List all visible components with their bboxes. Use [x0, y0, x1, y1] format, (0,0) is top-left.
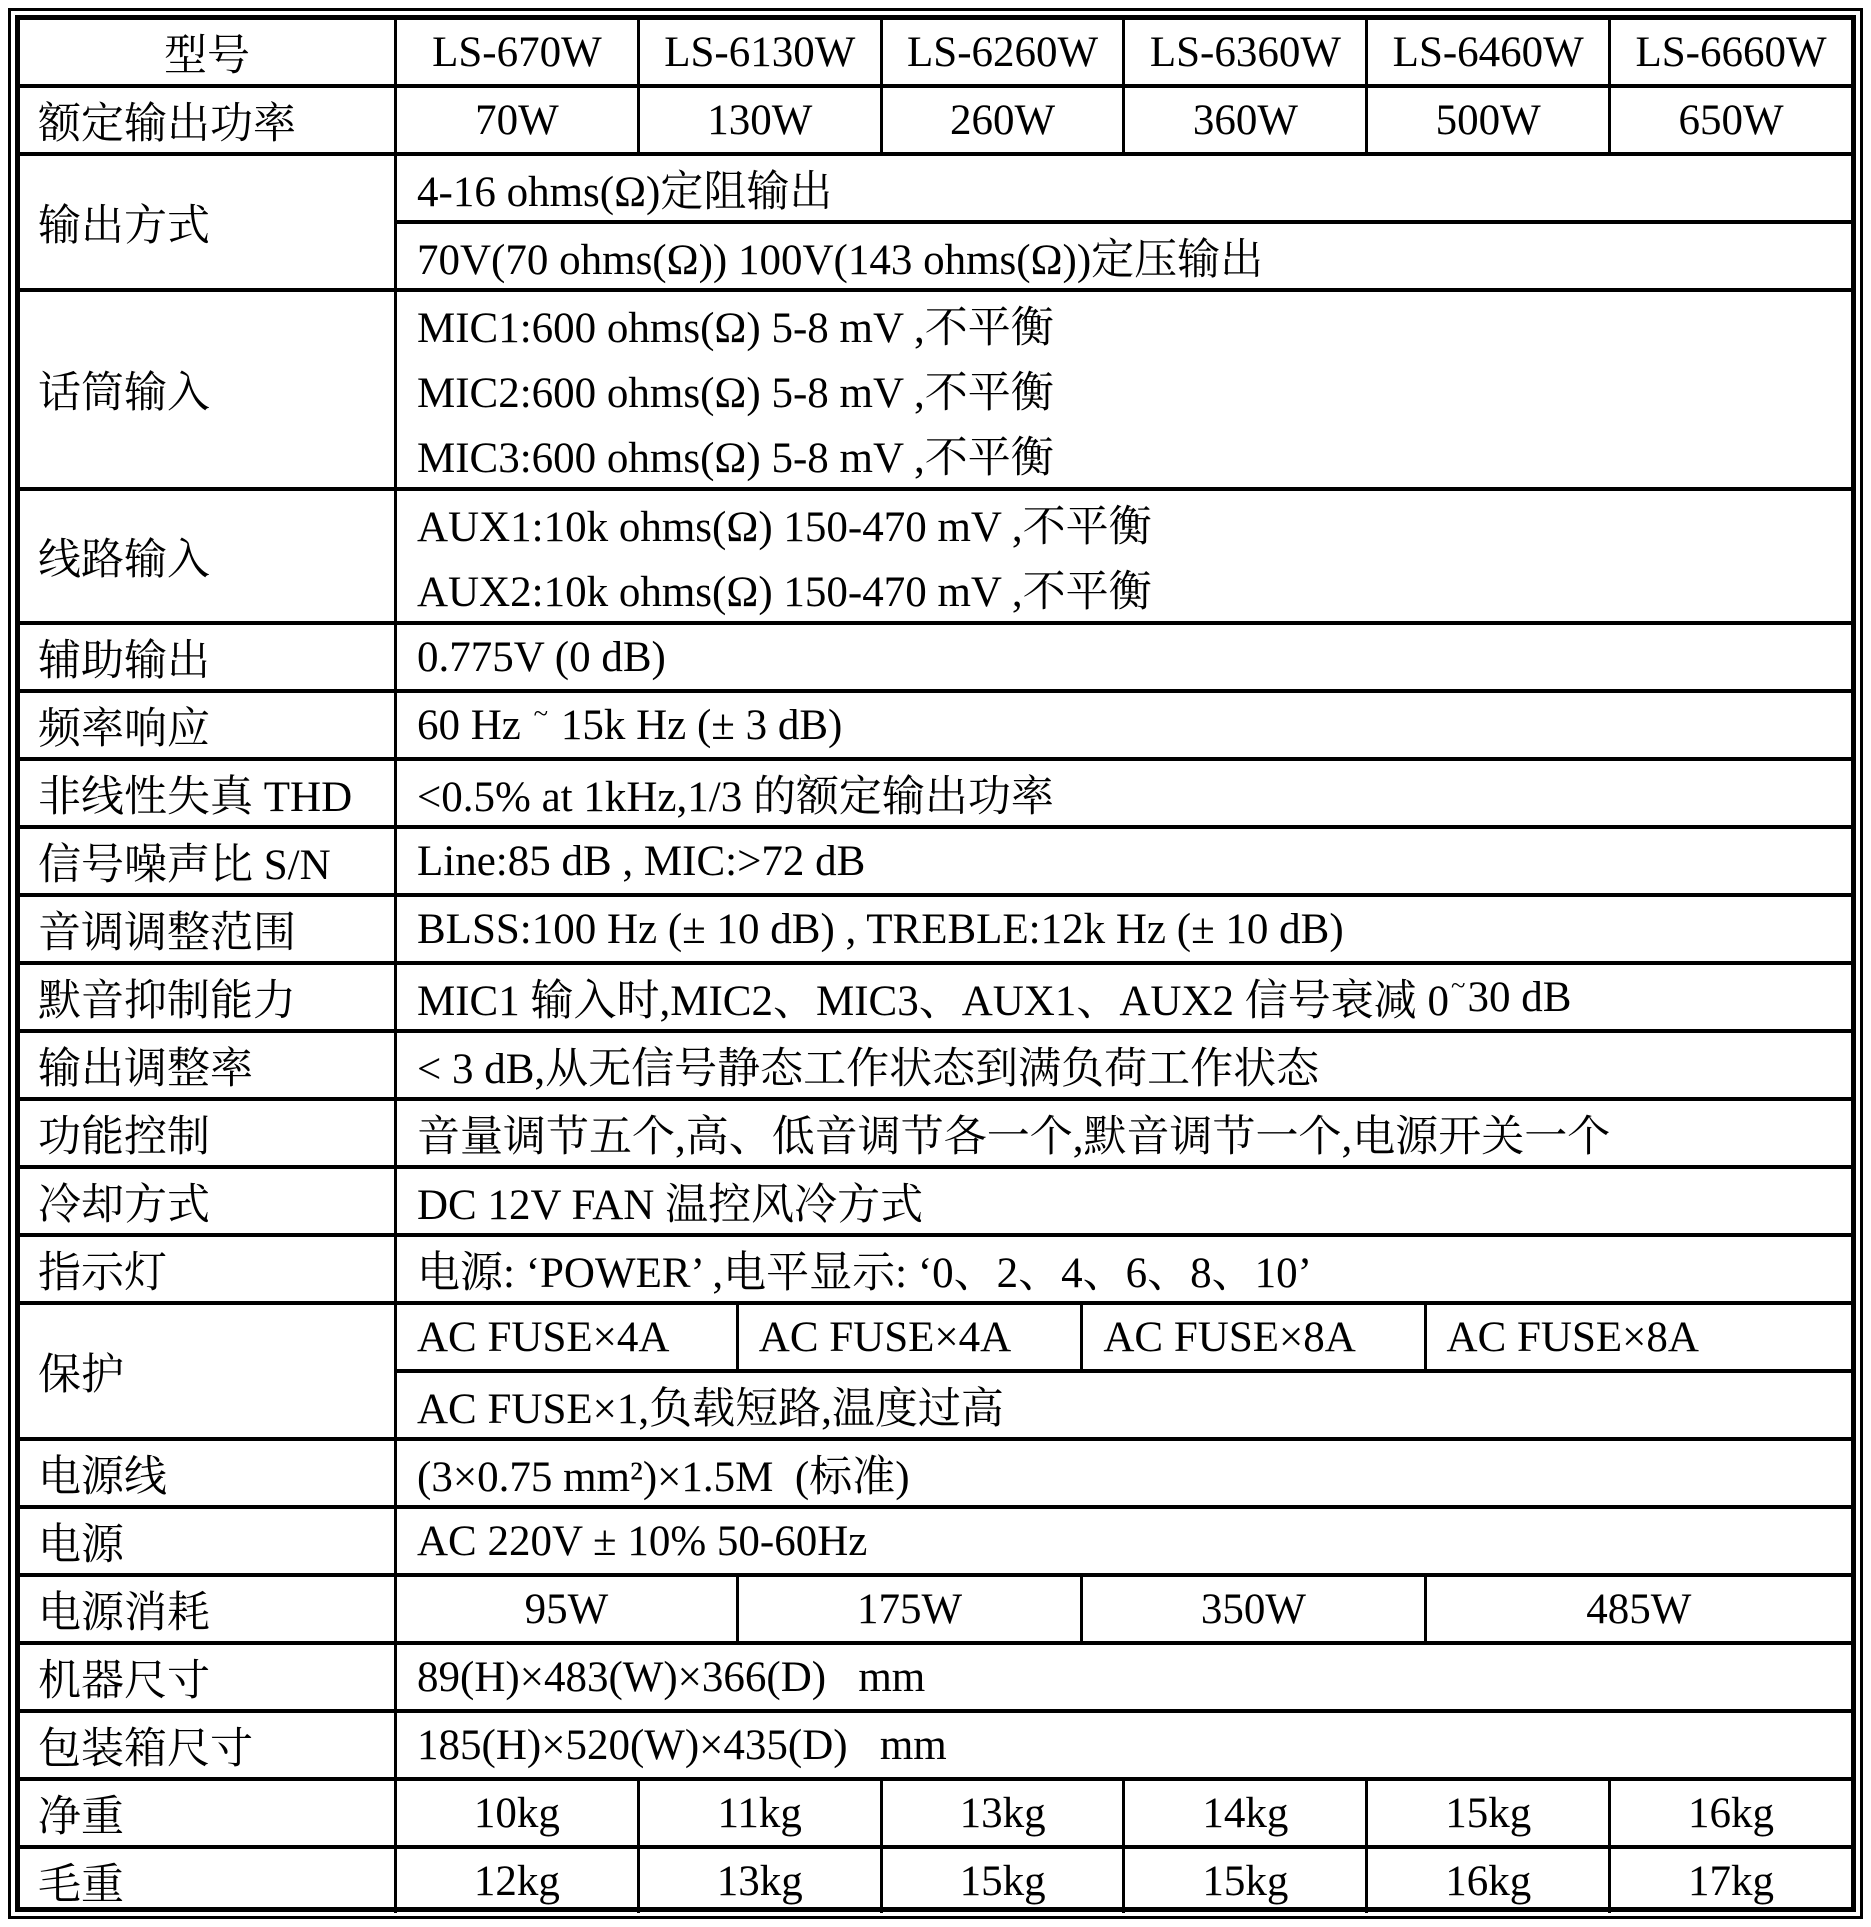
- model-cell: LS-670W: [394, 20, 637, 84]
- fuse-cell: AC FUSE×4A: [417, 1313, 670, 1361]
- power-consumption-cell: 175W: [736, 1577, 1081, 1641]
- protection-detail-subrow: [397, 1369, 1851, 1437]
- rated-power-cell: 500W: [1365, 88, 1608, 152]
- snr-value: Line:85 dB , MIC:>72 dB: [394, 829, 1851, 893]
- row-label-rated-power: 额定输出功率: [38, 100, 296, 148]
- net-weight-cell: 15kg: [1365, 1781, 1608, 1845]
- row-power-consumption: [20, 1573, 1851, 1641]
- row-label-protection: 保护: [38, 1351, 124, 1399]
- protection-fuse-subrow: [397, 1305, 1851, 1369]
- cooling-value: DC 12V FAN 温控风冷方式: [394, 1169, 1851, 1233]
- row-label-line-input: 线路输入: [38, 536, 210, 584]
- row-tone-range: [20, 893, 1851, 961]
- mic1-spec: MIC1:600 ohms(Ω) 5-8 mV ,不平衡: [417, 305, 1054, 352]
- power-consumption-cells: [394, 1577, 1851, 1641]
- row-aux-output: [20, 621, 1851, 689]
- protection-group: [394, 1305, 1851, 1437]
- rated-power-cell: 360W: [1122, 88, 1365, 152]
- model-cells: [394, 20, 1851, 84]
- row-label-machine-size: 机器尺寸: [38, 1657, 210, 1705]
- freq-tilde: ~: [533, 697, 549, 728]
- net-weight-cell: 13kg: [880, 1781, 1123, 1845]
- power-cord-value: (3×0.75 mm²)×1.5M (标准): [394, 1441, 1851, 1505]
- net-weight-cells: [394, 1781, 1851, 1845]
- row-label-output-mode: 输出方式: [38, 202, 210, 250]
- row-output-mode: [20, 152, 1851, 288]
- row-label-cooling: 冷却方式: [38, 1181, 210, 1229]
- row-label-output-regulation: 输出调整率: [38, 1045, 253, 1093]
- protection-fuse-cells: [397, 1305, 1851, 1369]
- row-label-gross-weight: 毛重: [38, 1861, 124, 1909]
- spec-table: [15, 15, 1856, 1912]
- row-function-controls: [20, 1097, 1851, 1165]
- output-mode-constant-impedance: 4-16 ohms(Ω)定阻输出: [417, 168, 833, 216]
- output-mode-group: [394, 156, 1851, 288]
- row-mic-input: [20, 288, 1851, 487]
- net-weight-cell: 10kg: [394, 1781, 637, 1845]
- row-line-input: [20, 487, 1851, 621]
- rated-power-cell: 650W: [1608, 88, 1851, 152]
- row-snr: [20, 825, 1851, 893]
- row-label-power-consumption: 电源消耗: [38, 1589, 210, 1637]
- row-label-mic-input: 话筒输入: [38, 370, 210, 417]
- row-label-aux-output: 辅助输出: [38, 637, 210, 685]
- row-power-supply: [20, 1505, 1851, 1573]
- mute-pre: MIC1 输入时,MIC2、MIC3、AUX1、AUX2 信号衰减 0: [417, 977, 1450, 1025]
- protection-detail: AC FUSE×1,负载短路,温度过高: [417, 1385, 1004, 1433]
- mute-suppression-value: [394, 965, 1851, 1029]
- row-label-function-controls: 功能控制: [38, 1113, 210, 1161]
- net-weight-cell: 14kg: [1122, 1781, 1365, 1845]
- net-weight-cell: 16kg: [1608, 1781, 1851, 1845]
- row-label-freq-response: 频率响应: [38, 705, 210, 753]
- rated-power-cell: 70W: [394, 88, 637, 152]
- gross-weight-cell: 13kg: [637, 1849, 880, 1913]
- output-mode-constant-voltage: 70V(70 ohms(Ω)) 100V(143 ohms(Ω))定压输出: [417, 236, 1264, 284]
- mute-tilde: ~: [1451, 969, 1466, 1000]
- freq-post: 15k Hz (± 3 dB): [560, 701, 843, 749]
- fuse-cell: AC FUSE×4A: [736, 1305, 1081, 1369]
- model-cell: LS-6660W: [1608, 20, 1851, 84]
- row-label-mute-suppression: 默音抑制能力: [38, 977, 296, 1025]
- row-gross-weight: [20, 1845, 1851, 1913]
- package-size-value: 185(H)×520(W)×435(D) mm: [394, 1713, 1851, 1777]
- gross-weight-cell: 15kg: [1122, 1849, 1365, 1913]
- mic-input-cell: [394, 292, 1851, 487]
- model-cell: LS-6460W: [1365, 20, 1608, 84]
- machine-size-value: 89(H)×483(W)×366(D) mm: [394, 1645, 1851, 1709]
- mic2-spec: MIC2:600 ohms(Ω) 5-8 mV ,不平衡: [417, 370, 1054, 417]
- row-cooling: [20, 1165, 1851, 1233]
- model-cell: LS-6260W: [880, 20, 1123, 84]
- indicators-value: 电源: ‘POWER’ ,电平显示: ‘0、2、4、6、8、10’: [394, 1237, 1851, 1301]
- row-model: [20, 20, 1851, 84]
- row-label-tone-range: 音调调整范围: [38, 909, 296, 957]
- row-thd: [20, 757, 1851, 825]
- power-consumption-cell: 350W: [1080, 1577, 1423, 1641]
- mic3-spec: MIC3:600 ohms(Ω) 5-8 mV ,不平衡: [417, 435, 1054, 482]
- freq-pre: 60 Hz: [417, 701, 521, 749]
- row-label-net-weight: 净重: [38, 1793, 124, 1841]
- row-output-regulation: [20, 1029, 1851, 1097]
- line-input-cell: [394, 491, 1851, 621]
- row-protection: [20, 1301, 1851, 1437]
- net-weight-cell: 11kg: [637, 1781, 880, 1845]
- rated-power-cells: [394, 88, 1851, 152]
- row-machine-size: [20, 1641, 1851, 1709]
- aux1-spec: AUX1:10k ohms(Ω) 150-470 mV ,不平衡: [417, 504, 1152, 551]
- power-supply-value: AC 220V ± 10% 50-60Hz: [394, 1509, 1851, 1573]
- row-power-cord: [20, 1437, 1851, 1505]
- power-consumption-cell: 95W: [524, 1585, 609, 1633]
- rated-power-cell: 130W: [637, 88, 880, 152]
- row-label-snr: 信号噪声比 S/N: [38, 841, 331, 889]
- gross-weight-cells: [394, 1849, 1851, 1913]
- gross-weight-cell: 17kg: [1608, 1849, 1851, 1913]
- row-label-power-supply: 电源: [38, 1521, 124, 1569]
- output-mode-subrow: [397, 156, 1851, 220]
- row-net-weight: [20, 1777, 1851, 1845]
- row-mute-suppression: [20, 961, 1851, 1029]
- aux-output-value: 0.775V (0 dB): [394, 625, 1851, 689]
- row-label-model: 型号: [164, 32, 250, 80]
- fuse-cell: AC FUSE×8A: [1424, 1305, 1851, 1369]
- mute-post: 30 dB: [1467, 973, 1572, 1021]
- gross-weight-cell: 16kg: [1365, 1849, 1608, 1913]
- row-indicators: [20, 1233, 1851, 1301]
- row-freq-response: [20, 689, 1851, 757]
- row-rated-power: [20, 84, 1851, 152]
- model-cell: LS-6360W: [1122, 20, 1365, 84]
- output-regulation-value: < 3 dB,从无信号静态工作状态到满负荷工作状态: [394, 1033, 1851, 1097]
- rated-power-cell: 260W: [880, 88, 1123, 152]
- table-outer-border: [8, 8, 1863, 1919]
- row-label-indicators: 指示灯: [38, 1249, 167, 1297]
- row-label-thd: 非线性失真 THD: [38, 773, 353, 821]
- power-consumption-cell: 485W: [1424, 1577, 1851, 1641]
- fuse-cell: AC FUSE×8A: [1080, 1305, 1423, 1369]
- function-controls-value: 音量调节五个,高、低音调节各一个,默音调节一个,电源开关一个: [394, 1101, 1851, 1165]
- model-cell: LS-6130W: [637, 20, 880, 84]
- gross-weight-cell: 12kg: [394, 1849, 637, 1913]
- row-package-size: [20, 1709, 1851, 1777]
- tone-range-value: BLSS:100 Hz (± 10 dB) , TREBLE:12k Hz (± 10 dB): [394, 897, 1851, 961]
- aux2-spec: AUX2:10k ohms(Ω) 150-470 mV ,不平衡: [417, 569, 1152, 616]
- gross-weight-cell: 15kg: [880, 1849, 1123, 1913]
- row-label-package-size: 包装箱尺寸: [38, 1725, 253, 1773]
- row-label-power-cord: 电源线: [38, 1453, 167, 1501]
- thd-value: <0.5% at 1kHz,1/3 的额定输出功率: [394, 761, 1851, 825]
- output-mode-subrow: [397, 220, 1851, 288]
- freq-response-value: [394, 693, 1851, 757]
